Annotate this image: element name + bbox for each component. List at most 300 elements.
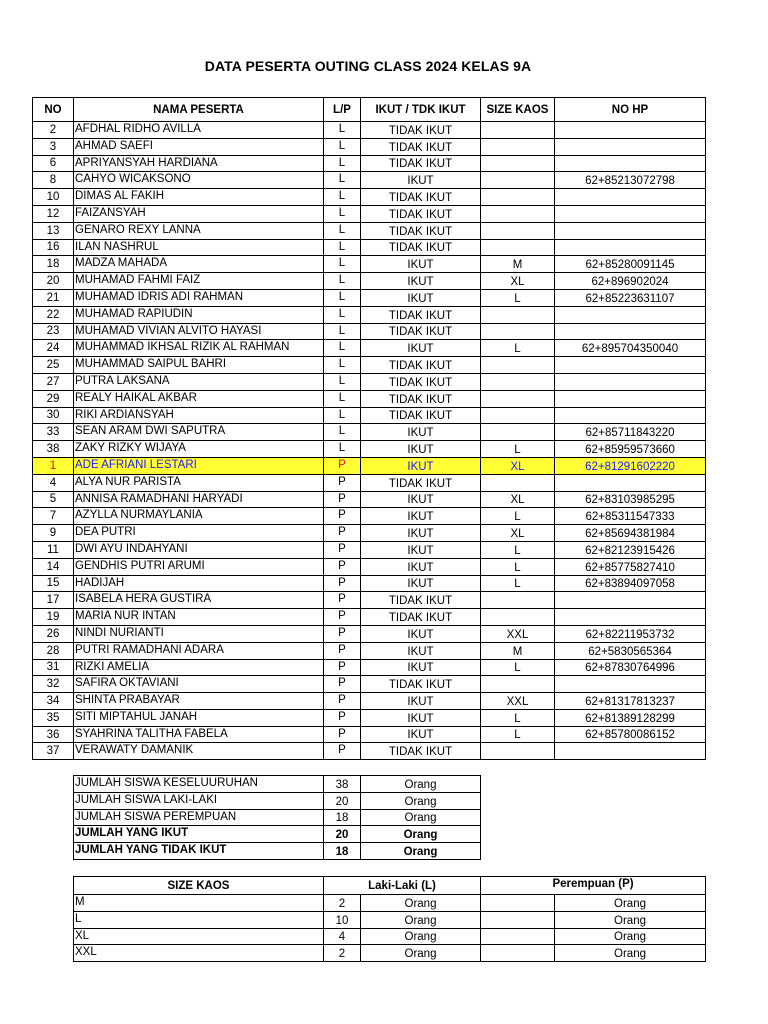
participant-gender: L (324, 189, 361, 206)
participant-status: IKUT (361, 256, 481, 273)
participant-gender: P (324, 491, 361, 508)
summary-row (74, 776, 481, 793)
participant-size: M (481, 642, 555, 659)
size-row (74, 911, 706, 928)
participant-gender: P (324, 659, 361, 676)
participant-status: TIDAK IKUT (361, 239, 481, 256)
summary-row (74, 809, 481, 826)
participant-name: CAHYO WICAKSONO (74, 172, 324, 189)
participant-size (481, 172, 555, 189)
participant-phone: 62+83103985295 (555, 491, 706, 508)
participant-gender: P (324, 508, 361, 525)
table-row (33, 424, 706, 441)
summary-value: 20 (324, 826, 361, 843)
participant-size: M (481, 256, 555, 273)
row-number: 14 (33, 558, 74, 575)
participant-status: TIDAK IKUT (361, 122, 481, 139)
page-title: DATA PESERTA OUTING CLASS 2024 KELAS 9A (204, 58, 532, 74)
table-row (33, 273, 706, 290)
size-label: L (74, 911, 324, 928)
row-number: 9 (33, 525, 74, 542)
participant-status: IKUT (361, 424, 481, 441)
size-male-unit: Orang (361, 911, 481, 928)
table-row (33, 743, 706, 760)
row-number: 34 (33, 693, 74, 710)
size-label: XL (74, 928, 324, 945)
participant-phone: 62+82123915426 (555, 541, 706, 558)
size-header-size: SIZE KAOS (74, 877, 324, 895)
summary-label: JUMLAH SISWA LAKI-LAKI (74, 792, 324, 809)
table-row (33, 155, 706, 172)
participant-name: MUHAMAD FAHMI FAIZ (74, 273, 324, 290)
participant-status: TIDAK IKUT (361, 222, 481, 239)
participant-size (481, 138, 555, 155)
size-header-female: Perempuan (P) (481, 877, 706, 895)
table-row (33, 289, 706, 306)
summary-unit: Orang (361, 792, 481, 809)
participant-status: TIDAK IKUT (361, 676, 481, 693)
participant-status: TIDAK IKUT (361, 373, 481, 390)
participant-name: MUHAMMAD SAIPUL BAHRI (74, 357, 324, 374)
summary-unit: Orang (361, 776, 481, 793)
summary-unit: Orang (361, 809, 481, 826)
participant-phone (555, 222, 706, 239)
participant-status: IKUT (361, 625, 481, 642)
participant-gender: L (324, 340, 361, 357)
row-number: 17 (33, 592, 74, 609)
table-row (33, 575, 706, 592)
participant-size: L (481, 558, 555, 575)
table-row (33, 541, 706, 558)
participant-name: MUHAMAD RAPIUDIN (74, 306, 324, 323)
participant-name: MUHAMMAD IKHSAL RIZIK AL RAHMAN (74, 340, 324, 357)
summary-value: 18 (324, 843, 361, 860)
row-number: 5 (33, 491, 74, 508)
participant-name: SHINTA PRABAYAR (74, 693, 324, 710)
participant-name: MARIA NUR INTAN (74, 609, 324, 626)
table-row (33, 659, 706, 676)
participant-gender: L (324, 138, 361, 155)
row-number: 24 (33, 340, 74, 357)
participant-name: SEAN ARAM DWI SAPUTRA (74, 424, 324, 441)
row-number: 13 (33, 222, 74, 239)
participant-name: SITI MIPTAHUL JANAH (74, 709, 324, 726)
row-number: 15 (33, 575, 74, 592)
size-female-unit: Orang (555, 895, 706, 912)
participant-phone: 62+85280091145 (555, 256, 706, 273)
table-row (33, 373, 706, 390)
participant-status: TIDAK IKUT (361, 609, 481, 626)
participant-status: IKUT (361, 172, 481, 189)
summary-label: JUMLAH SISWA KESELUURUHAN (74, 776, 324, 793)
summary-value: 20 (324, 792, 361, 809)
participant-status: IKUT (361, 642, 481, 659)
participant-name: DWI AYU INDAHYANI (74, 541, 324, 558)
participant-name: RIZKI AMELIA (74, 659, 324, 676)
summary-row (74, 792, 481, 809)
participant-gender: L (324, 239, 361, 256)
participant-size (481, 373, 555, 390)
row-number: 21 (33, 289, 74, 306)
participant-name: PUTRA LAKSANA (74, 373, 324, 390)
row-number: 26 (33, 625, 74, 642)
participant-name: ADE AFRIANI LESTARI (74, 457, 324, 474)
participant-name: SYAHRINA TALITHA FABELA (74, 726, 324, 743)
participant-name: VERAWATY DAMANIK (74, 743, 324, 760)
participant-status: IKUT (361, 273, 481, 290)
summary-unit: Orang (361, 843, 481, 860)
participant-phone: 62+85775827410 (555, 558, 706, 575)
size-male-count: 4 (324, 928, 361, 945)
participant-name: AZYLLA NURMAYLANIA (74, 508, 324, 525)
summary-table (73, 775, 481, 860)
row-number: 20 (33, 273, 74, 290)
table-row (33, 205, 706, 222)
participant-size (481, 609, 555, 626)
participant-name: ZAKY RIZKY WIJAYA (74, 441, 324, 458)
participant-phone: 62+81291602220 (555, 457, 706, 474)
participant-phone (555, 407, 706, 424)
participant-gender: L (324, 323, 361, 340)
table-row (33, 525, 706, 542)
participant-name: DIMAS AL FAKIH (74, 189, 324, 206)
participant-status: IKUT (361, 289, 481, 306)
participant-status: IKUT (361, 340, 481, 357)
participant-table (32, 97, 706, 760)
table-row (33, 340, 706, 357)
participant-size (481, 239, 555, 256)
participant-gender: L (324, 390, 361, 407)
participant-status: TIDAK IKUT (361, 205, 481, 222)
participant-status: TIDAK IKUT (361, 306, 481, 323)
participant-status: IKUT (361, 693, 481, 710)
summary-unit: Orang (361, 826, 481, 843)
participant-phone (555, 155, 706, 172)
participant-gender: L (324, 155, 361, 172)
participant-gender: P (324, 693, 361, 710)
participant-gender: P (324, 592, 361, 609)
participant-gender: L (324, 373, 361, 390)
size-female-unit: Orang (555, 911, 706, 928)
participant-gender: L (324, 273, 361, 290)
participant-phone: 62+896902024 (555, 273, 706, 290)
participant-name: HADIJAH (74, 575, 324, 592)
column-header-no: NO (33, 98, 74, 122)
participant-status: TIDAK IKUT (361, 407, 481, 424)
participant-gender: L (324, 424, 361, 441)
participant-status: TIDAK IKUT (361, 323, 481, 340)
participant-status: TIDAK IKUT (361, 155, 481, 172)
participant-gender: P (324, 625, 361, 642)
participant-gender: P (324, 474, 361, 491)
row-number: 3 (33, 138, 74, 155)
row-number: 22 (33, 306, 74, 323)
column-header-gender: L/P (324, 98, 361, 122)
row-number: 31 (33, 659, 74, 676)
summary-label: JUMLAH YANG IKUT (74, 826, 324, 843)
row-number: 32 (33, 676, 74, 693)
table-row (33, 558, 706, 575)
size-row (74, 895, 706, 912)
participant-size: L (481, 289, 555, 306)
participant-size: L (481, 340, 555, 357)
participant-status: IKUT (361, 575, 481, 592)
participant-size: L (481, 659, 555, 676)
table-header-row (33, 98, 706, 122)
participant-status: IKUT (361, 541, 481, 558)
participant-status: TIDAK IKUT (361, 743, 481, 760)
participant-phone: 62+895704350040 (555, 340, 706, 357)
participant-status: IKUT (361, 457, 481, 474)
participant-status: TIDAK IKUT (361, 390, 481, 407)
row-number: 8 (33, 172, 74, 189)
row-number: 7 (33, 508, 74, 525)
table-row (33, 407, 706, 424)
participant-name: AHMAD SAEFI (74, 138, 324, 155)
participant-size: L (481, 709, 555, 726)
row-number: 25 (33, 357, 74, 374)
row-number: 4 (33, 474, 74, 491)
row-number: 36 (33, 726, 74, 743)
participant-gender: P (324, 743, 361, 760)
table-row (33, 676, 706, 693)
table-row (33, 138, 706, 155)
participant-status: IKUT (361, 491, 481, 508)
size-header-row (74, 877, 706, 895)
participant-phone: 62+85959573660 (555, 441, 706, 458)
participant-gender: P (324, 609, 361, 626)
participant-phone (555, 323, 706, 340)
row-number: 29 (33, 390, 74, 407)
size-label: M (74, 895, 324, 912)
table-row (33, 609, 706, 626)
table-row (33, 726, 706, 743)
row-number: 16 (33, 239, 74, 256)
participant-name: APRIYANSYAH HARDIANA (74, 155, 324, 172)
participant-gender: P (324, 676, 361, 693)
participant-status: TIDAK IKUT (361, 357, 481, 374)
table-row (33, 625, 706, 642)
participant-name: RIKI ARDIANSYAH (74, 407, 324, 424)
table-row (33, 222, 706, 239)
row-number: 6 (33, 155, 74, 172)
participant-status: TIDAK IKUT (361, 189, 481, 206)
participant-gender: P (324, 525, 361, 542)
participant-gender: L (324, 222, 361, 239)
row-number: 2 (33, 122, 74, 139)
participant-size: L (481, 441, 555, 458)
participant-phone: 62+85213072798 (555, 172, 706, 189)
row-number: 23 (33, 323, 74, 340)
participant-phone (555, 239, 706, 256)
summary-row (74, 826, 481, 843)
participant-name: REALY HAIKAL AKBAR (74, 390, 324, 407)
participant-phone (555, 306, 706, 323)
participant-name: ISABELA HERA GUSTIRA (74, 592, 324, 609)
table-row (33, 592, 706, 609)
participant-gender: P (324, 457, 361, 474)
size-male-count: 10 (324, 911, 361, 928)
participant-name: FAIZANSYAH (74, 205, 324, 222)
participant-size (481, 676, 555, 693)
participant-name: SAFIRA OKTAVIANI (74, 676, 324, 693)
participant-size: L (481, 726, 555, 743)
table-row (33, 508, 706, 525)
participant-phone (555, 676, 706, 693)
size-female-count (481, 945, 555, 962)
participant-name: AFDHAL RIDHO AVILLA (74, 122, 324, 139)
participant-phone: 62+81389128299 (555, 709, 706, 726)
participant-size: XL (481, 273, 555, 290)
table-row (33, 642, 706, 659)
participant-phone: 62+82211953732 (555, 625, 706, 642)
participant-phone: 62+87830764996 (555, 659, 706, 676)
participant-size: XXL (481, 625, 555, 642)
participant-gender: P (324, 558, 361, 575)
summary-label: JUMLAH YANG TIDAK IKUT (74, 843, 324, 860)
participant-status: IKUT (361, 709, 481, 726)
participant-phone: 62+85711843220 (555, 424, 706, 441)
participant-phone (555, 205, 706, 222)
size-male-count: 2 (324, 945, 361, 962)
participant-name: MUHAMAD IDRIS ADI RAHMAN (74, 289, 324, 306)
summary-row (74, 843, 481, 860)
participant-name: ALYA NUR PARISTA (74, 474, 324, 491)
participant-gender: L (324, 172, 361, 189)
table-row (33, 441, 706, 458)
participant-phone (555, 390, 706, 407)
participant-name: ANNISA RAMADHANI HARYADI (74, 491, 324, 508)
participant-size (481, 424, 555, 441)
column-header-size: SIZE KAOS (481, 98, 555, 122)
size-female-unit: Orang (555, 928, 706, 945)
participant-name: PUTRI RAMADHANI ADARA (74, 642, 324, 659)
participant-gender: L (324, 407, 361, 424)
size-summary-table (73, 876, 706, 962)
table-row (33, 491, 706, 508)
participant-size: L (481, 575, 555, 592)
size-male-count: 2 (324, 895, 361, 912)
table-row (33, 239, 706, 256)
table-row (33, 357, 706, 374)
participant-phone (555, 357, 706, 374)
participant-gender: L (324, 122, 361, 139)
participant-status: IKUT (361, 659, 481, 676)
column-header-status: IKUT / TDK IKUT (361, 98, 481, 122)
size-label: XXL (74, 945, 324, 962)
participant-status: IKUT (361, 726, 481, 743)
participant-size (481, 390, 555, 407)
participant-gender: L (324, 357, 361, 374)
table-row (33, 189, 706, 206)
participant-gender: L (324, 256, 361, 273)
size-female-count (481, 895, 555, 912)
participant-name: GENDHIS PUTRI ARUMI (74, 558, 324, 575)
row-number: 37 (33, 743, 74, 760)
size-female-count (481, 911, 555, 928)
size-male-unit: Orang (361, 945, 481, 962)
table-row (33, 457, 706, 474)
table-row (33, 172, 706, 189)
participant-size (481, 222, 555, 239)
table-row (33, 693, 706, 710)
size-female-unit: Orang (555, 945, 706, 962)
participant-size: XL (481, 457, 555, 474)
participant-status: IKUT (361, 525, 481, 542)
participant-status: IKUT (361, 508, 481, 525)
participant-gender: P (324, 709, 361, 726)
size-male-unit: Orang (361, 895, 481, 912)
participant-status: TIDAK IKUT (361, 138, 481, 155)
participant-phone (555, 474, 706, 491)
participant-size (481, 592, 555, 609)
participant-phone: 62+85780086152 (555, 726, 706, 743)
size-row (74, 928, 706, 945)
row-number: 30 (33, 407, 74, 424)
row-number: 27 (33, 373, 74, 390)
participant-phone: 62+85311547333 (555, 508, 706, 525)
participant-size (481, 306, 555, 323)
participant-gender: L (324, 205, 361, 222)
participant-phone (555, 189, 706, 206)
participant-size (481, 407, 555, 424)
participant-size (481, 205, 555, 222)
table-row (33, 256, 706, 273)
participant-phone: 62+83894097058 (555, 575, 706, 592)
participant-status: TIDAK IKUT (361, 474, 481, 491)
participant-gender: P (324, 642, 361, 659)
participant-phone (555, 138, 706, 155)
participant-name: GENARO REXY LANNA (74, 222, 324, 239)
size-male-unit: Orang (361, 928, 481, 945)
table-row (33, 709, 706, 726)
participant-name: ILAN NASHRUL (74, 239, 324, 256)
column-header-name: NAMA PESERTA (74, 98, 324, 122)
participant-size (481, 189, 555, 206)
participant-phone: 62+85223631107 (555, 289, 706, 306)
participant-size (481, 474, 555, 491)
participant-gender: L (324, 289, 361, 306)
summary-value: 38 (324, 776, 361, 793)
row-number: 18 (33, 256, 74, 273)
participant-size (481, 743, 555, 760)
table-row (33, 323, 706, 340)
row-number: 19 (33, 609, 74, 626)
participant-gender: L (324, 306, 361, 323)
participant-phone: 62+81317813237 (555, 693, 706, 710)
size-header-male: Laki-Laki (L) (324, 877, 481, 895)
size-female-count (481, 928, 555, 945)
table-row (33, 474, 706, 491)
participant-size (481, 323, 555, 340)
participant-gender: L (324, 441, 361, 458)
row-number: 11 (33, 541, 74, 558)
row-number: 38 (33, 441, 74, 458)
participant-gender: P (324, 575, 361, 592)
row-number: 12 (33, 205, 74, 222)
size-row (74, 945, 706, 962)
participant-phone (555, 373, 706, 390)
participant-name: DEA PUTRI (74, 525, 324, 542)
participant-size: L (481, 541, 555, 558)
table-row (33, 122, 706, 139)
row-number: 35 (33, 709, 74, 726)
participant-phone (555, 743, 706, 760)
participant-size: L (481, 508, 555, 525)
participant-phone (555, 592, 706, 609)
table-row (33, 306, 706, 323)
participant-size (481, 155, 555, 172)
